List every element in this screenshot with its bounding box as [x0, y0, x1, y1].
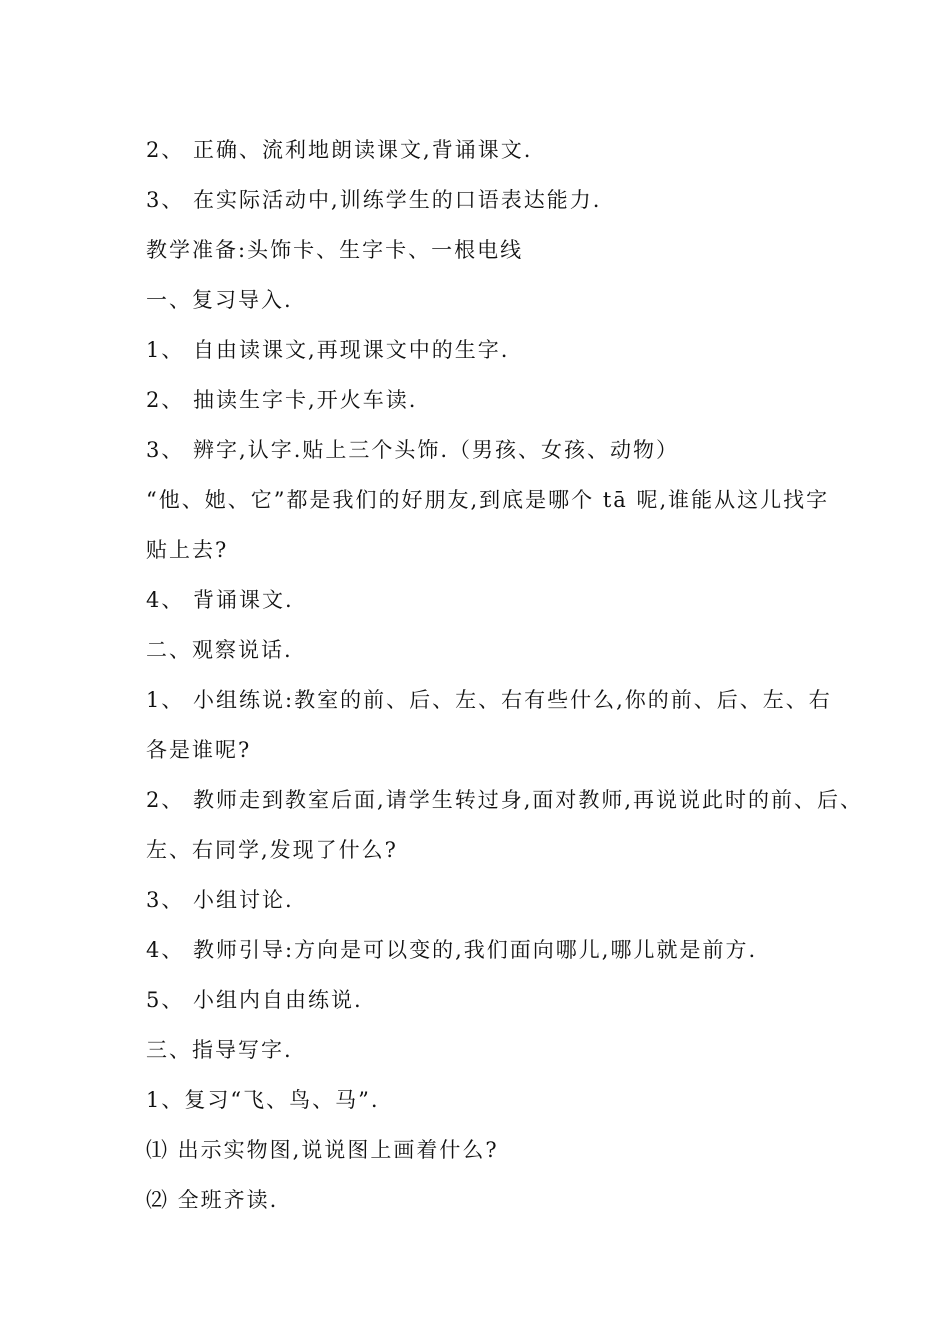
text-line: 1、 小组练说:教室的前、后、左、右有些什么,你的前、后、左、右: [146, 688, 832, 712]
text-line: 4、 背诵课文.: [146, 588, 294, 612]
text-line: 贴上去?: [146, 538, 229, 562]
text-line: 1、复习“飞、鸟、马”.: [146, 1088, 380, 1112]
section-heading: 一、复习导入.: [146, 288, 293, 312]
text-line: “他、她、它”都是我们的好朋友,到底是哪个 tā 呢,谁能从这儿找字: [146, 488, 830, 512]
text-line: 4、 教师引导:方向是可以变的,我们面向哪儿,哪儿就是前方.: [146, 938, 758, 962]
text-line: 3、 小组讨论.: [146, 888, 294, 912]
text-line: 2、 教师走到教室后面,请学生转过身,面对教师,再说说此时的前、后、: [146, 788, 864, 812]
text-line: 左、右同学,发现了什么?: [146, 838, 398, 862]
text-line: ⑵ 全班齐读.: [146, 1188, 279, 1212]
text-line: ⑴ 出示实物图,说说图上画着什么?: [146, 1138, 499, 1162]
text-line: 3、 辨字,认字.贴上三个头饰.（男孩、女孩、动物）: [146, 438, 680, 462]
text-line: 1、 自由读课文,再现课文中的生字.: [146, 338, 510, 362]
text-line: 3、 在实际活动中,训练学生的口语表达能力.: [146, 188, 602, 212]
text-line: 教学准备:头饰卡、生字卡、一根电线: [146, 238, 524, 262]
text-line: 2、 正确、流利地朗读课文,背诵课文.: [146, 138, 533, 162]
text-line: 各是谁呢?: [146, 738, 252, 762]
text-line: 2、 抽读生字卡,开火车读.: [146, 388, 418, 412]
section-heading: 三、指导写字.: [146, 1038, 293, 1062]
text-line: 5、 小组内自由练说.: [146, 988, 363, 1012]
section-heading: 二、观察说话.: [146, 638, 293, 662]
